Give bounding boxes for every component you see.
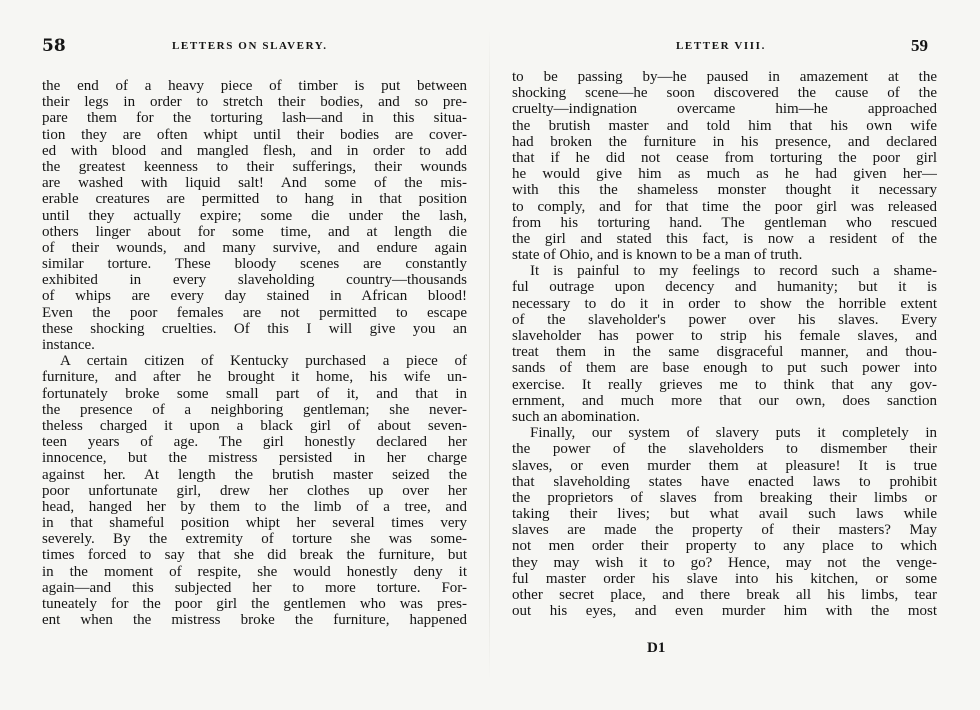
text-line: treat them in the same disgraceful manner, and thou- [512, 344, 937, 361]
text-line: others linger about for some time, and at length die [42, 223, 467, 240]
text-line: that slaveholding states have enacted laws to prohibit [512, 473, 937, 490]
text-line: cruelty—indignation overcame him—he approached [512, 101, 937, 118]
text-line: the girl and stated this fact, is now a resident of the [512, 230, 937, 247]
text-line: A certain citizen of Kentucky purchased a piece of [60, 353, 467, 370]
text-line: of the slaveholder's power over his slaves. Every [512, 311, 937, 328]
text-line: until they actually expire; some die under the lash, [42, 207, 467, 224]
text-line: had broken the furniture in his presence, and declared [512, 133, 937, 150]
text-line: ful outrage upon decency and humanity; but it is [512, 279, 937, 296]
text-line: exhibited in every slaveholding country—thousands [42, 272, 467, 289]
text-line: out his eyes, and even murder him with the most [512, 603, 937, 620]
text-line: necessary to do it in order to show the horrible extent [512, 295, 937, 312]
text-line: ful master order his slave into his kitchen, or some [512, 570, 937, 587]
text-line: he would give him as much as he had given her— [512, 166, 937, 183]
text-line: the presence of a neighboring gentleman; she never- [42, 401, 467, 418]
text-line: taking their lives; but what avail such laws while [512, 506, 937, 523]
text-line: shocking scene—he soon discovered the cause of the [512, 85, 937, 102]
text-line: such an abomination. [512, 408, 640, 425]
text-line: in the moment of respite, she would honestly deny it [42, 563, 467, 580]
text-line: furniture, and after he brought it home, his wife un- [42, 369, 467, 386]
text-line: against her. At length the brutish master seized the [42, 466, 467, 483]
body-text [512, 69, 937, 619]
text-line: the end of a heavy piece of timber is put between [42, 78, 467, 94]
text-line: It is painful to my feelings to record such a shame- [530, 263, 937, 280]
text-line: erable creatures are permitted to hang in that position [42, 191, 467, 208]
text-line: times forced to say that she did break the furniture, but [42, 547, 467, 564]
text-line: fortunately broke some small part of it, and that in [42, 385, 467, 402]
text-line: these shocking cruelties. Of this I will give you an [42, 320, 467, 337]
text-line: that if he did not cease from torturing the poor girl [512, 149, 937, 166]
text-line: exercise. It really grieves me to think that any gov- [512, 376, 937, 393]
text-line: slaves, or even murder them at pleasure! It is true [512, 457, 937, 474]
text-line: sands of them are base enough to put such power into [512, 360, 937, 377]
text-line: of their wounds, and many survive, and endure again [42, 239, 467, 256]
text-line: the greatest keenness to their sufferings, their wounds [42, 158, 467, 175]
page-number: 59 [911, 36, 928, 55]
text-line: similar torture. These bloody scenes are constantly [42, 256, 467, 273]
text-line: ernment, and much more that our own, does sanction [512, 392, 937, 409]
running-head: LETTERS ON SLAVERY. [172, 40, 328, 52]
text-line: severely. By the extremity of torture she was some- [42, 531, 467, 548]
text-line: of whips are every day stained in African blood! [42, 288, 467, 305]
text-line: pare them for the torturing lash—and in this situa- [42, 110, 467, 127]
text-line: are washed with liquid salt! And some of the mis- [42, 175, 467, 192]
text-line: with this the shameless monster thought it necessary [512, 182, 937, 199]
text-line: theless charged it upon a black girl of about seven- [42, 417, 467, 434]
text-line: state of Ohio, and is known to be a man of truth. [512, 247, 803, 264]
running-head: LETTER VIII. [676, 40, 766, 52]
text-line: in that shameful position whipt her several times very [42, 515, 467, 532]
text-line: teen years of age. The girl honestly declared her [42, 434, 467, 451]
text-line: to be passing by—he paused in amazement at the [512, 69, 937, 85]
text-line: Even the poor females are not permitted to escape [42, 304, 467, 321]
signature-mark: D1 [647, 640, 666, 656]
right-page [490, 0, 980, 710]
text-line: poor unfortunate girl, drew her clothes up over her [42, 482, 467, 499]
text-line: from his torturing hand. The gentleman who rescued [512, 214, 937, 231]
text-line: ent when the mistress broke the furniture, happened [42, 612, 467, 629]
text-line: the proprietors of slaves from breaking their limbs or [512, 489, 937, 506]
text-line: tuneately for the poor girl the gentlemen who was pres- [42, 596, 467, 612]
body-text [42, 78, 467, 628]
text-line: tion they are often whipt until their bodies are cover- [42, 126, 467, 143]
text-line: instance. [42, 337, 95, 353]
text-line: to comply, and for that time the poor girl was released [512, 198, 937, 215]
text-line: Finally, our system of slavery puts it completely in [530, 425, 937, 442]
text-line: ed with blood and mangled flesh, and in order to add [42, 142, 467, 159]
text-line: not men order their property to any place to which [512, 538, 937, 555]
text-line: again—and this subjected her to more torture. For- [42, 579, 467, 596]
text-line: the power of the slaveholders to dismember their [512, 441, 937, 458]
page-number: 58 [42, 36, 66, 56]
text-line: they may wish it to go? Hence, may not the venge- [512, 554, 937, 571]
text-line: slaveholder has power to strip his female slaves, and [512, 328, 937, 344]
text-line: their legs in order to stretch their bodies, and so pre- [42, 94, 467, 111]
text-line: head, hanged her by them to the limb of a tree, and [42, 498, 467, 515]
text-line: slaves are made the property of their masters? May [512, 522, 937, 539]
text-line: other secret place, and there break all his limbs, tear [512, 587, 937, 603]
text-line: the brutish master and told him that his own wife [512, 117, 937, 134]
text-line: innocence, but the mistress persisted in her charge [42, 450, 467, 467]
